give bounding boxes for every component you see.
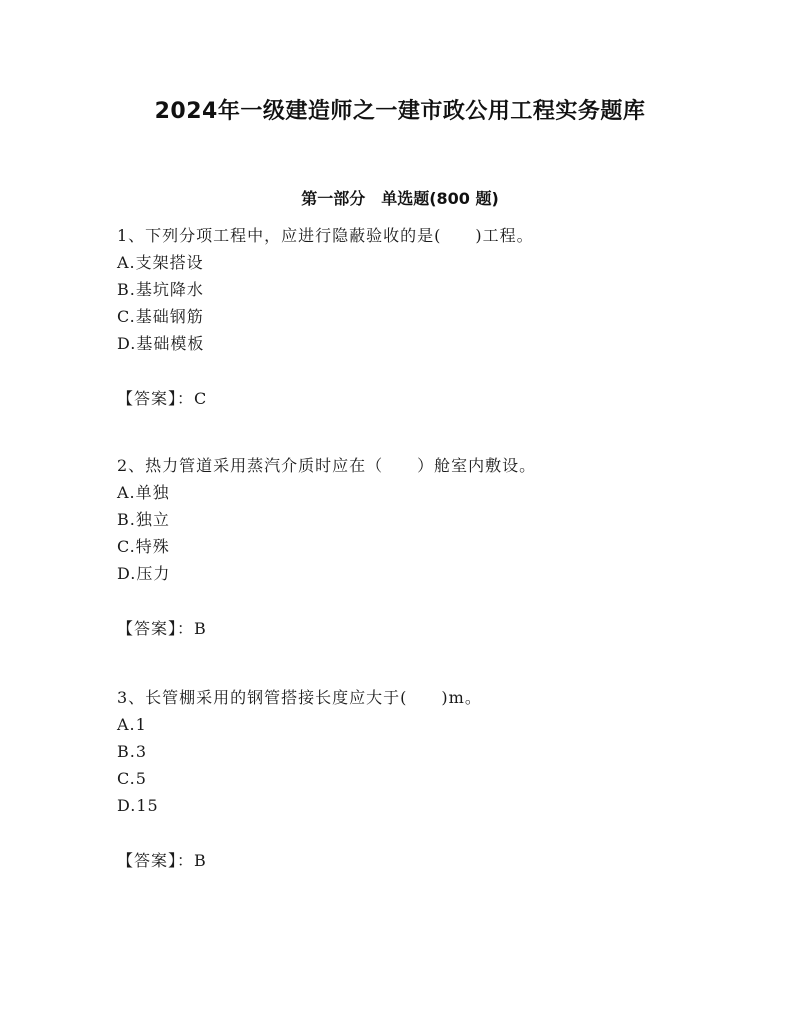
option-b: B.3 [117,742,148,761]
section-title: 第一部分 单选题(800 题) [301,189,499,208]
option-c: C.特殊 [117,537,170,556]
option-a: A.单独 [117,483,170,502]
question-1 [117,222,717,412]
option-c: C.5 [117,769,147,788]
option-b: B.基坑降水 [117,280,204,299]
option-a: A.1 [117,715,147,734]
question-3 [117,684,717,874]
question-2 [117,452,717,642]
option-d: D.基础模板 [117,334,205,353]
answer-label: 【答案】：B [117,851,207,870]
option-a: A.支架搭设 [117,253,204,272]
document-title: 2024年一级建造师之一建市政公用工程实务题库 [154,99,646,124]
option-b: B.独立 [117,510,170,529]
question-stem: 3、长管棚采用的钢管搭接长度应大于( )m。 [117,688,482,707]
question-stem: 1、下列分项工程中，应进行隐蔽验收的是( )工程。 [117,226,534,245]
answer-label: 【答案】：B [117,619,207,638]
question-stem: 2、热力管道采用蒸汽介质时应在（ ）舱室内敷设。 [117,456,537,475]
answer-label: 【答案】：C [117,389,208,408]
option-c: C.基础钢筋 [117,307,204,326]
option-d: D.压力 [117,564,171,583]
option-d: D.15 [117,796,159,815]
